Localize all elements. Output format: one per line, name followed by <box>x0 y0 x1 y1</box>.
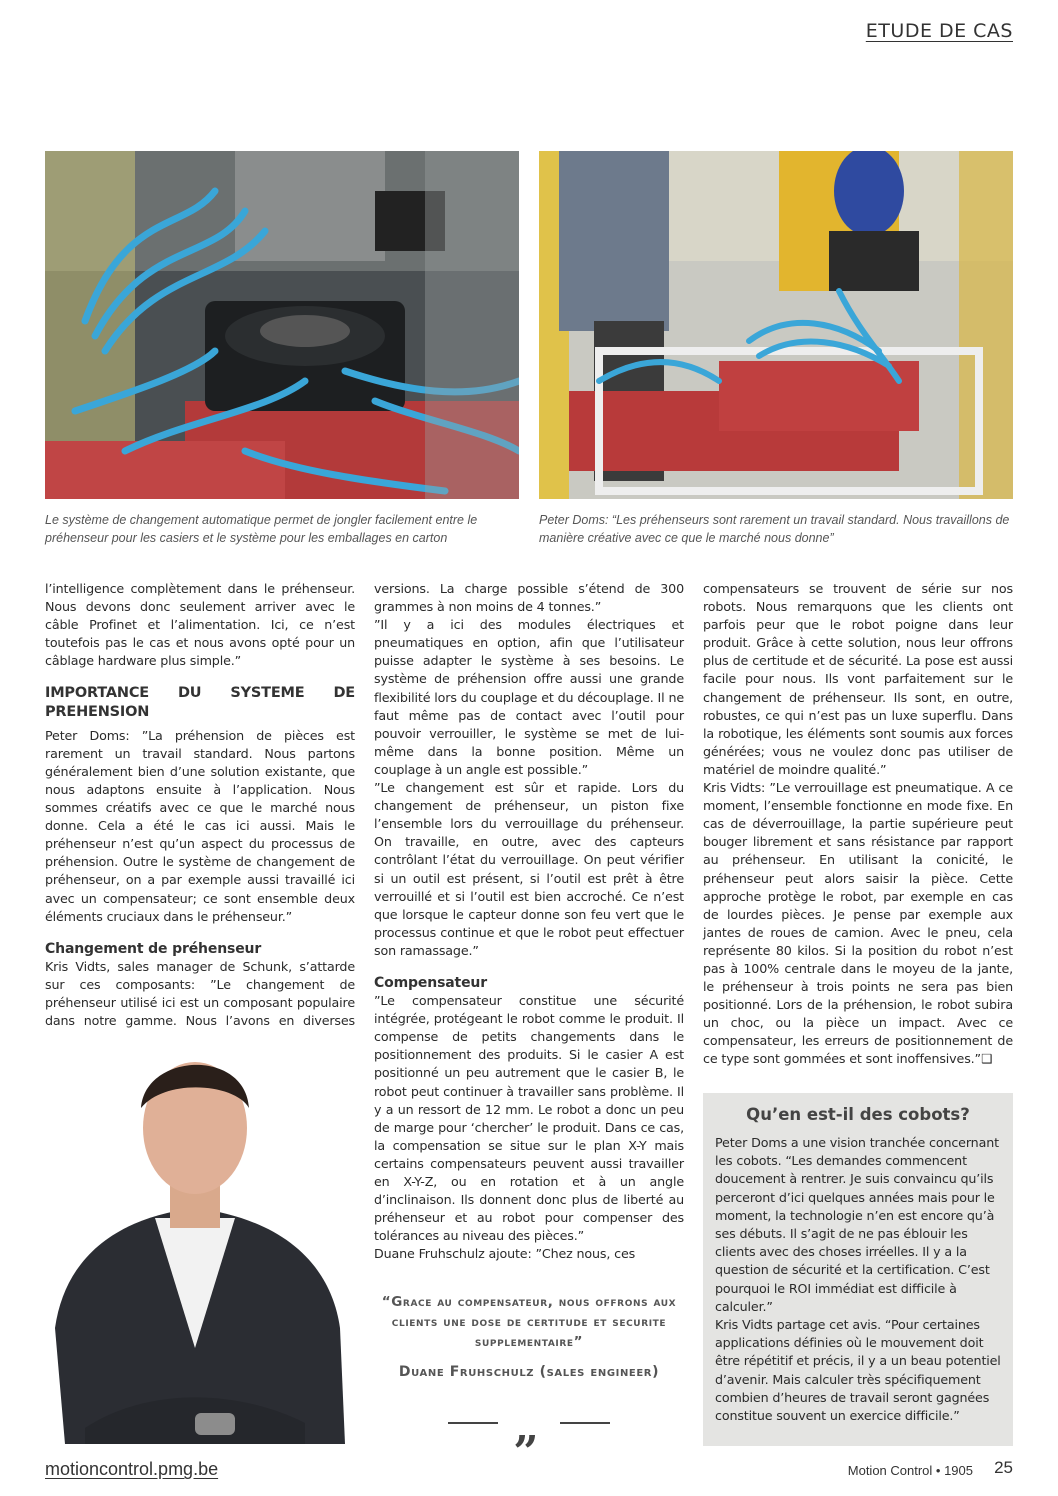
pull-quote <box>374 1292 684 1382</box>
paragraph: Kris Vidts, sales manager de Schunk, s’attarde sur ces composants: ”Le changement de préhenseur utilisé ici est un composant populaire dans notre gamme. Nous l’avons en diverses <box>45 958 355 1029</box>
subheading: Compensateur <box>374 974 488 991</box>
pull-quote-text: “Grace au compensateur, nous offrons aux clients une dose de certitude et securite supplementaire” <box>381 1294 677 1350</box>
tool-changer-photo <box>45 151 519 499</box>
robot-cell-photo <box>539 151 1013 499</box>
paragraph: ”Le compensateur constitue une sécurité intégrée, protégeant le robot comme le produit. Il compense de petits changements dans le positionnement des produits. Si le casier A est positionné un peu autrement que le casier B, le robot peut continuer à travailler sans problème. Il y a un ressort de 12 mm. Le robot a donc un peu de marge pour ‘chercher’ le produit. Dans ce cas, la compensation se situe sur le plan X-Y mais certains compensateurs peuvent aussi travailler en X-Y-Z, ou en rotation et à un angle d’inclinaison. Ils donnent donc plus de liberté au préhenseur et au robot pour compenser des tolérances au niveau des pièces.” <box>374 993 684 1244</box>
paragraph: Duane Fruhschulz ajoute: ”Chez nous, ces <box>374 1246 636 1262</box>
page-number: 25 <box>994 1458 1013 1477</box>
subheading: Changement de préhenseur <box>45 940 262 957</box>
caption-right: Peter Doms: “Les préhenseurs sont rarement un travail standard. Nous travaillons de manière créative avec ce que le marché nous donne” <box>539 513 1010 545</box>
article-column-1 <box>45 580 355 1048</box>
paragraph: compensateurs se trouvent de série sur nos robots. Nous remarquons que les clients ont parfois peur que le robot poigne dans leur produit. Grâce à cette solution, nous leur offrons plus de certitude et de sécurité. La pose est aussi facile pour nous. Ils vont parfaitement sur le changement de préhenseur. Ils sont, en outre, robustes, ce qui n’est pas un luxe superflu. Dans la robotique, les éléments sont soumis aux forces générées; vous ne voulez donc pas utiliser de matériel de moindre qualité.” <box>703 581 1013 777</box>
caption-left: Le système de changement automatique permet de jongler facilement entre le préhenseur pour les casiers et le système pour les emballages en carton <box>45 513 478 545</box>
pull-quote-author: Duane Fruhschulz (sales engineer) <box>398 1364 660 1380</box>
paragraph: ”Le changement est sûr et rapide. Lors du changement de préhenseur, un piston fixe l’ensemble lors du verrouillage du préhenseur. On travaille, en outre, avec des capteurs contrôlant l’état du verrouillage. On peut vérifier si un outil est présent, si l’outil est prêt à être verrouillé et si l’outil est bien accroché. Ce n’est que lorsque le capteur donne son feu vert que le processus continue et que le robot peut effectuer son ramassage.” <box>374 780 684 958</box>
quote-mark-icon: „ <box>514 1402 540 1453</box>
section-heading: IMPORTANCE DU SYSTEME DE PREHENSION <box>45 685 355 720</box>
paragraph: ”Il y a ici des modules électriques et pneumatiques en option, afin que l’utilisateur puisse adapter le système à ses besoins. Le système de préhension offre aussi une grande flexibilité lors du couplage et du découplage. Il ne faut même pas de contact avec l’outil pour pouvoir verrouiller, le système se met de lui-même dans la bonne position. Même un couplage à un angle est possible.” <box>374 617 684 777</box>
quote-mark-decoration <box>448 1402 610 1453</box>
cobots-sidebar <box>703 1093 1013 1446</box>
sidebar-paragraph: Kris Vidts partage cet avis. “Pour certaines applications définies où le mouvement doit être répétitif et précis, il y a un beau potentiel d’avenir. Mais calculer très spécifiquement combien d’heures de travail seront gagnées constitue souvent un exercice difficile.” <box>715 1317 1001 1424</box>
article-column-2 <box>374 580 684 1263</box>
article-column-3 <box>703 580 1013 1069</box>
divider <box>560 1422 610 1424</box>
paragraph: Kris Vidts: ”Le verrouillage est pneumatique. A ce moment, l’ensemble fonctionne en mode fixe. En cas de déverrouillage, la partie supérieure peut bouger librement et sans résistance par rapport au préhenseur. En utilisant la conicité, le préhenseur peut alors saisir la pièce. Cette approche protège le robot, par exemple en cas de lourdes pièces. Je pense par exemple aux jantes de roues de camion. Avec le pneu, cela représente 80 kilos. Si la position du robot n’est pas à 100% centrale dans le moyeu de la jante, le préhenseur à trois points ne sera pas bien positionné. Lors de la préhension, le robot subira un choc, ou la pièce un impact. Avec ce compensateur, les erreurs de positionnement de ce type sont gommées et sont inoffensives.”❑ <box>703 780 1013 1067</box>
sidebar-paragraph: Peter Doms a une vision tranchée concernant les cobots. “Les demandes commencent doucement à rentrer. Je suis convaincu qu’ils perceront d’ici quelques années mais pour le moment, la technologie n’en est encore qu’à ses débuts. Il s’agit de ne pas éblouir les clients avec des choses irréelles. Il y a la question de sécurité et la certification. C’est pourquoi le ROI immédiat est difficile à calculer.” <box>715 1135 999 1314</box>
paragraph: l’intelligence complètement dans le préhenseur. Nous devons donc seulement arriver avec le câble Profinet et l’alimentation. Ici, ce n’est toutefois pas le cas et nous avons opté pour un câblage hardware plus simple.” <box>45 581 355 669</box>
divider <box>448 1422 498 1424</box>
footer-website-link[interactable]: motioncontrol.pmg.be <box>45 1459 219 1479</box>
footer-publication: Motion Control • 1905 <box>847 1463 973 1478</box>
paragraph: Peter Doms: ”La préhension de pièces est rarement un travail standard. Nous partons généralement bien d’une solution existante, que nous adaptons ensuite à l’application. Nous sommes créatifs avec ce que le marché nous donne. Cela a été le cas ici aussi. Mais le préhenseur n’est qu’un aspect du processus de préhension. Outre le système de changement de préhenseur, on a par exemple aussi travaillé ici avec un compensateur; ce sont ensemble deux éléments cruciaux dans le préhenseur.” <box>45 727 355 924</box>
section-label: ETUDE DE CAS <box>865 20 1013 42</box>
portrait-photo <box>45 1028 345 1444</box>
paragraph: versions. La charge possible s’étend de 300 grammes à non moins de 4 tonnes.” <box>374 581 684 615</box>
sidebar-title: Qu’en est-il des cobots? <box>746 1105 970 1124</box>
